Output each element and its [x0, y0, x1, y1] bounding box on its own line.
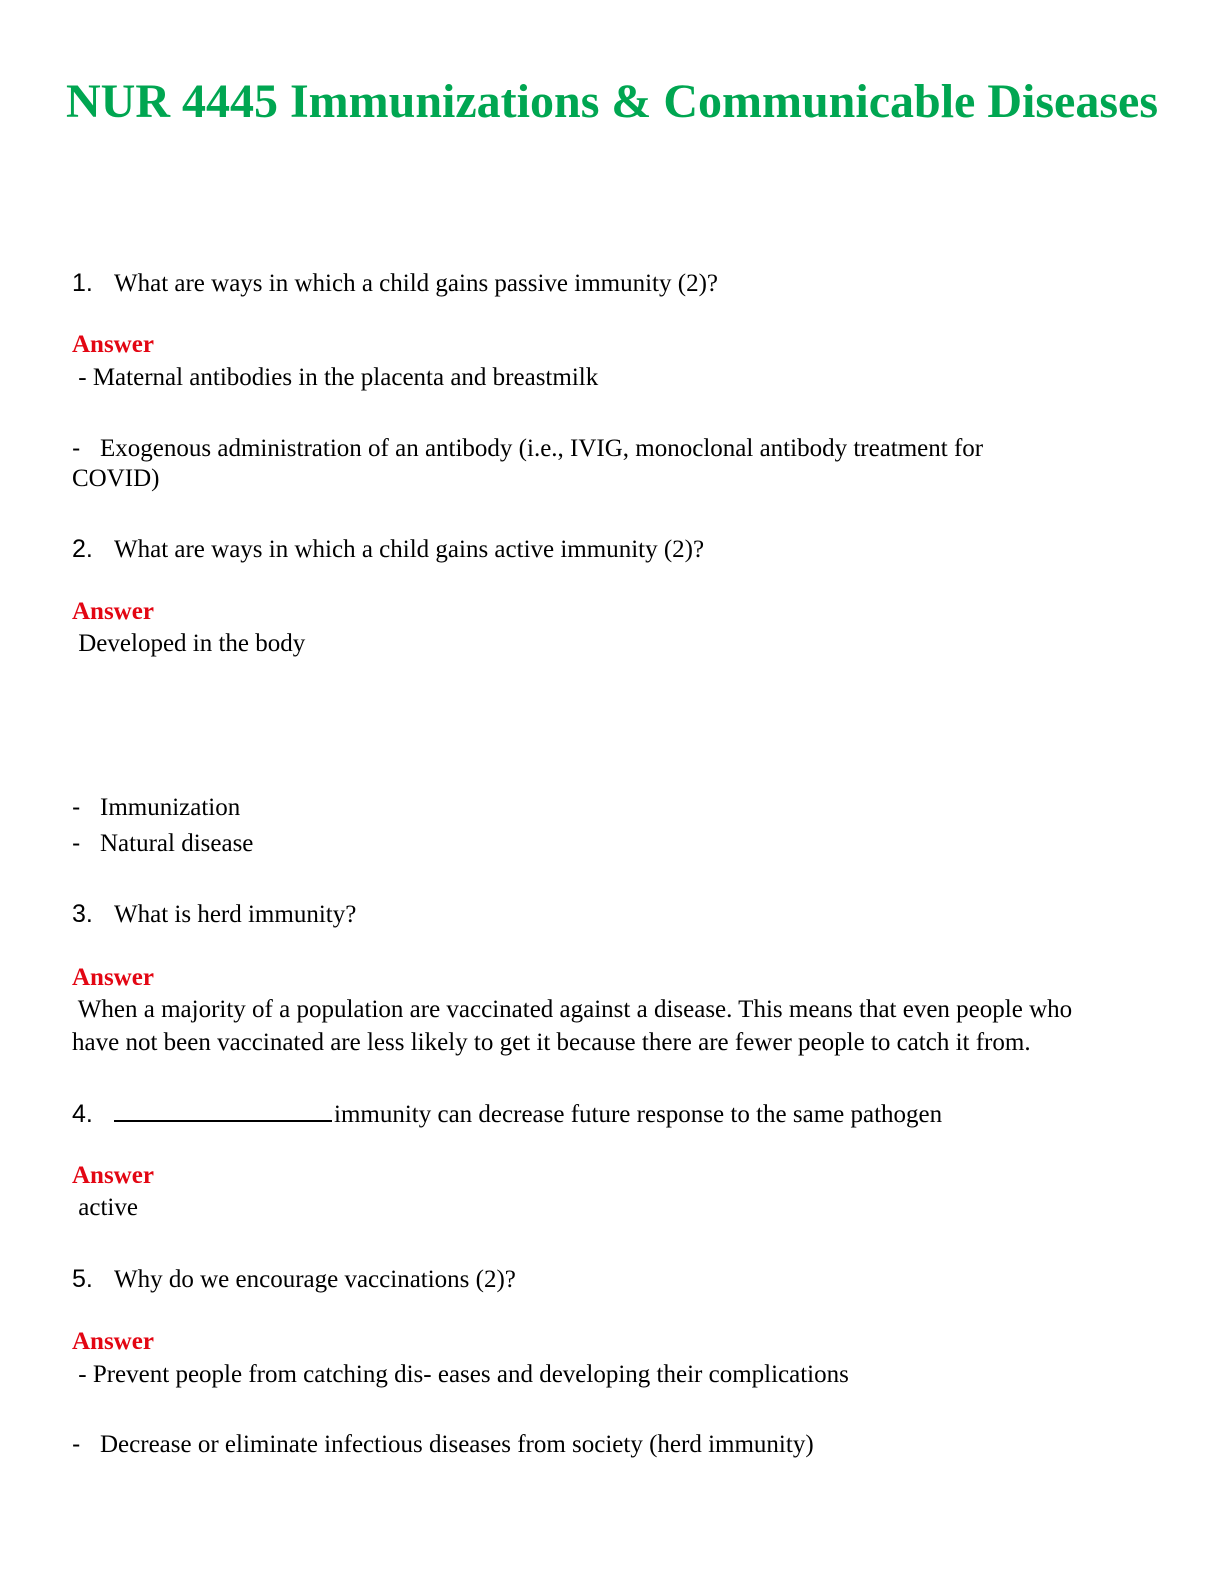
dash-bullet: -: [72, 829, 81, 857]
answer-text: Developed in the body: [72, 630, 306, 657]
answer-list-item: [72, 1428, 814, 1461]
answer-list-item: [72, 791, 240, 824]
question-5: [72, 1264, 516, 1295]
answer-text-continued: COVID): [72, 465, 160, 492]
dash-bullet: -: [72, 1430, 81, 1458]
question-2: [72, 534, 704, 565]
answer-list-item: [72, 432, 983, 465]
question-4: [72, 1098, 942, 1130]
answer-text: Decrease or eliminate infectious diseases from society (herd immunity): [100, 1431, 814, 1458]
question-text: Why do we encourage vaccinations (2)?: [114, 1266, 516, 1293]
answer-label: Answer: [72, 598, 154, 625]
answer-text: Natural disease: [100, 830, 254, 857]
answer-label: Answer: [72, 1328, 154, 1355]
answer-text: When a majority of a population are vaccinated against a disease. This means that even people who: [72, 996, 1073, 1023]
answer-text: Immunization: [100, 794, 241, 821]
question-number: 1.: [72, 269, 93, 297]
answer-text-continued: have not been vaccinated are less likely to get it because there are fewer people to catch it from.: [72, 1029, 1031, 1056]
question-text: What are ways in which a child gains active immunity (2)?: [114, 536, 705, 563]
question-number: 2.: [72, 535, 93, 563]
question-number: 4.: [72, 1100, 93, 1128]
answer-list-item: [72, 827, 253, 860]
answer-text: - Prevent people from catching dis- eases and developing their complications: [72, 1361, 849, 1388]
dash-bullet: -: [72, 793, 81, 821]
dash-bullet: -: [72, 434, 81, 462]
question-1: [72, 268, 718, 299]
answer-label: Answer: [72, 1162, 154, 1189]
answer-label: Answer: [72, 964, 154, 991]
question-3: [72, 899, 356, 930]
question-text: What are ways in which a child gains passive immunity (2)?: [114, 270, 719, 297]
question-number: 5.: [72, 1265, 93, 1293]
answer-text: active: [72, 1194, 138, 1221]
answer-label: Answer: [72, 331, 154, 358]
answer-text: Exogenous administration of an antibody (i.e., IVIG, monoclonal antibody treatment for: [100, 435, 984, 462]
answer-text: - Maternal antibodies in the placenta and breastmilk: [72, 364, 599, 391]
question-text: What is herd immunity?: [114, 901, 357, 928]
fill-in-blank: [114, 1098, 332, 1122]
page-title: NUR 4445 Immunizations & Communicable Diseases: [66, 75, 1158, 128]
question-number: 3.: [72, 900, 93, 928]
question-text: immunity can decrease future response to the same pathogen: [334, 1101, 943, 1128]
